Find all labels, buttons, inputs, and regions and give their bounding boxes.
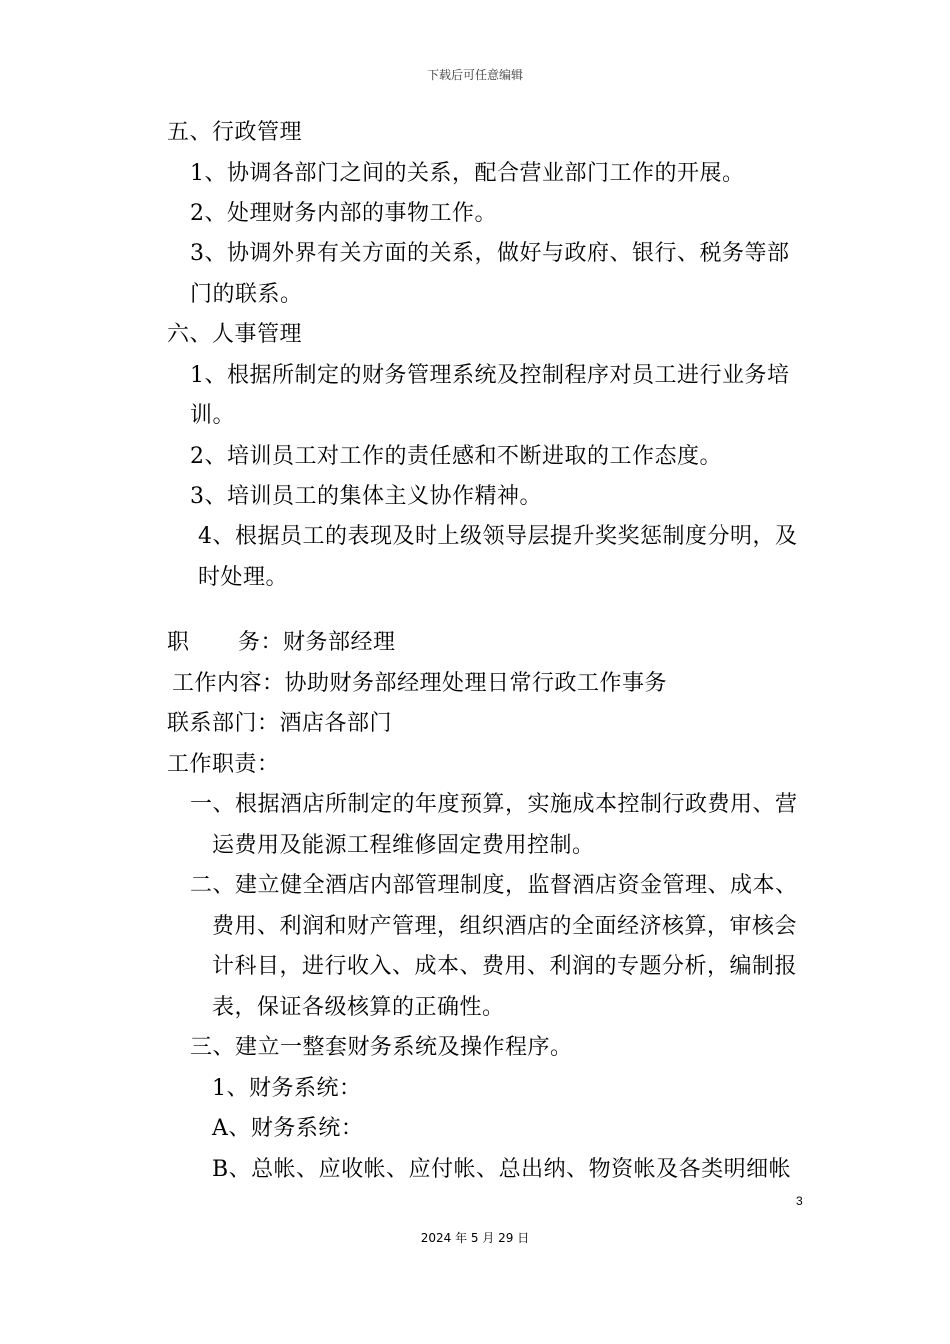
sub-item: 1、财务系统： [212,1076,362,1101]
list-item: 4、根据员工的表现及时上级领导层提升奖奖惩制度分明，及 [198,524,798,549]
duty-item-continuation: 表，保证各级核算的正确性。 [212,995,505,1020]
duty-item-continuation: 计科目，进行收入、成本、费用、利润的专题分析，编制报 [212,954,798,979]
duty-item-continuation: 运费用及能源工程维修固定费用控制。 [212,833,595,858]
list-item: 2、培训员工对工作的责任感和不断进取的工作态度。 [190,444,722,469]
sub-item: A、财务系统： [212,1116,364,1141]
list-item-continuation: 时处理。 [198,565,289,590]
duty-item-continuation: 费用、利润和财产管理，组织酒店的全面经济核算，审核会 [212,914,798,939]
page-number: 3 [796,1194,803,1208]
list-item: 2、处理财务内部的事物工作。 [190,201,497,226]
section-heading-hr: 六、人事管理 [167,322,303,347]
duty-item: 二、建立健全酒店内部管理制度，监督酒店资金管理、成本、 [190,873,798,898]
list-item: 1、根据所制定的财务管理系统及控制程序对员工进行业务培 [190,363,790,388]
list-item: 3、培训员工的集体主义协作精神。 [190,484,542,509]
list-item: 3、协调外界有关方面的关系，做好与政府、银行、税务等部 [190,241,790,266]
work-content: 工作内容：协助财务部经理处理日常行政工作事务 [172,671,668,696]
list-item-continuation: 训。 [190,403,236,428]
job-title-value: 务：财务部经理 [238,630,396,655]
page-header: 下载后可任意编辑 [426,68,523,82]
page-footer-date: 2024 年 5 月 29 日 [420,1231,530,1245]
section-heading-admin: 五、行政管理 [167,120,303,145]
list-item-continuation: 门的联系。 [190,282,303,307]
contact-department: 联系部门：酒店各部门 [167,711,393,736]
list-item: 1、协调各部门之间的关系，配合营业部门工作的开展。 [190,161,745,186]
job-duties-heading: 工作职责： [167,752,280,777]
sub-item: B、总帐、应收帐、应付帐、总出纳、物资帐及各类明细帐 [212,1157,792,1182]
job-title-label: 职 [167,630,190,655]
duty-item: 一、根据酒店所制定的年度预算，实施成本控制行政费用、营 [190,792,798,817]
duty-item: 三、建立一整套财务系统及操作程序。 [190,1035,573,1060]
